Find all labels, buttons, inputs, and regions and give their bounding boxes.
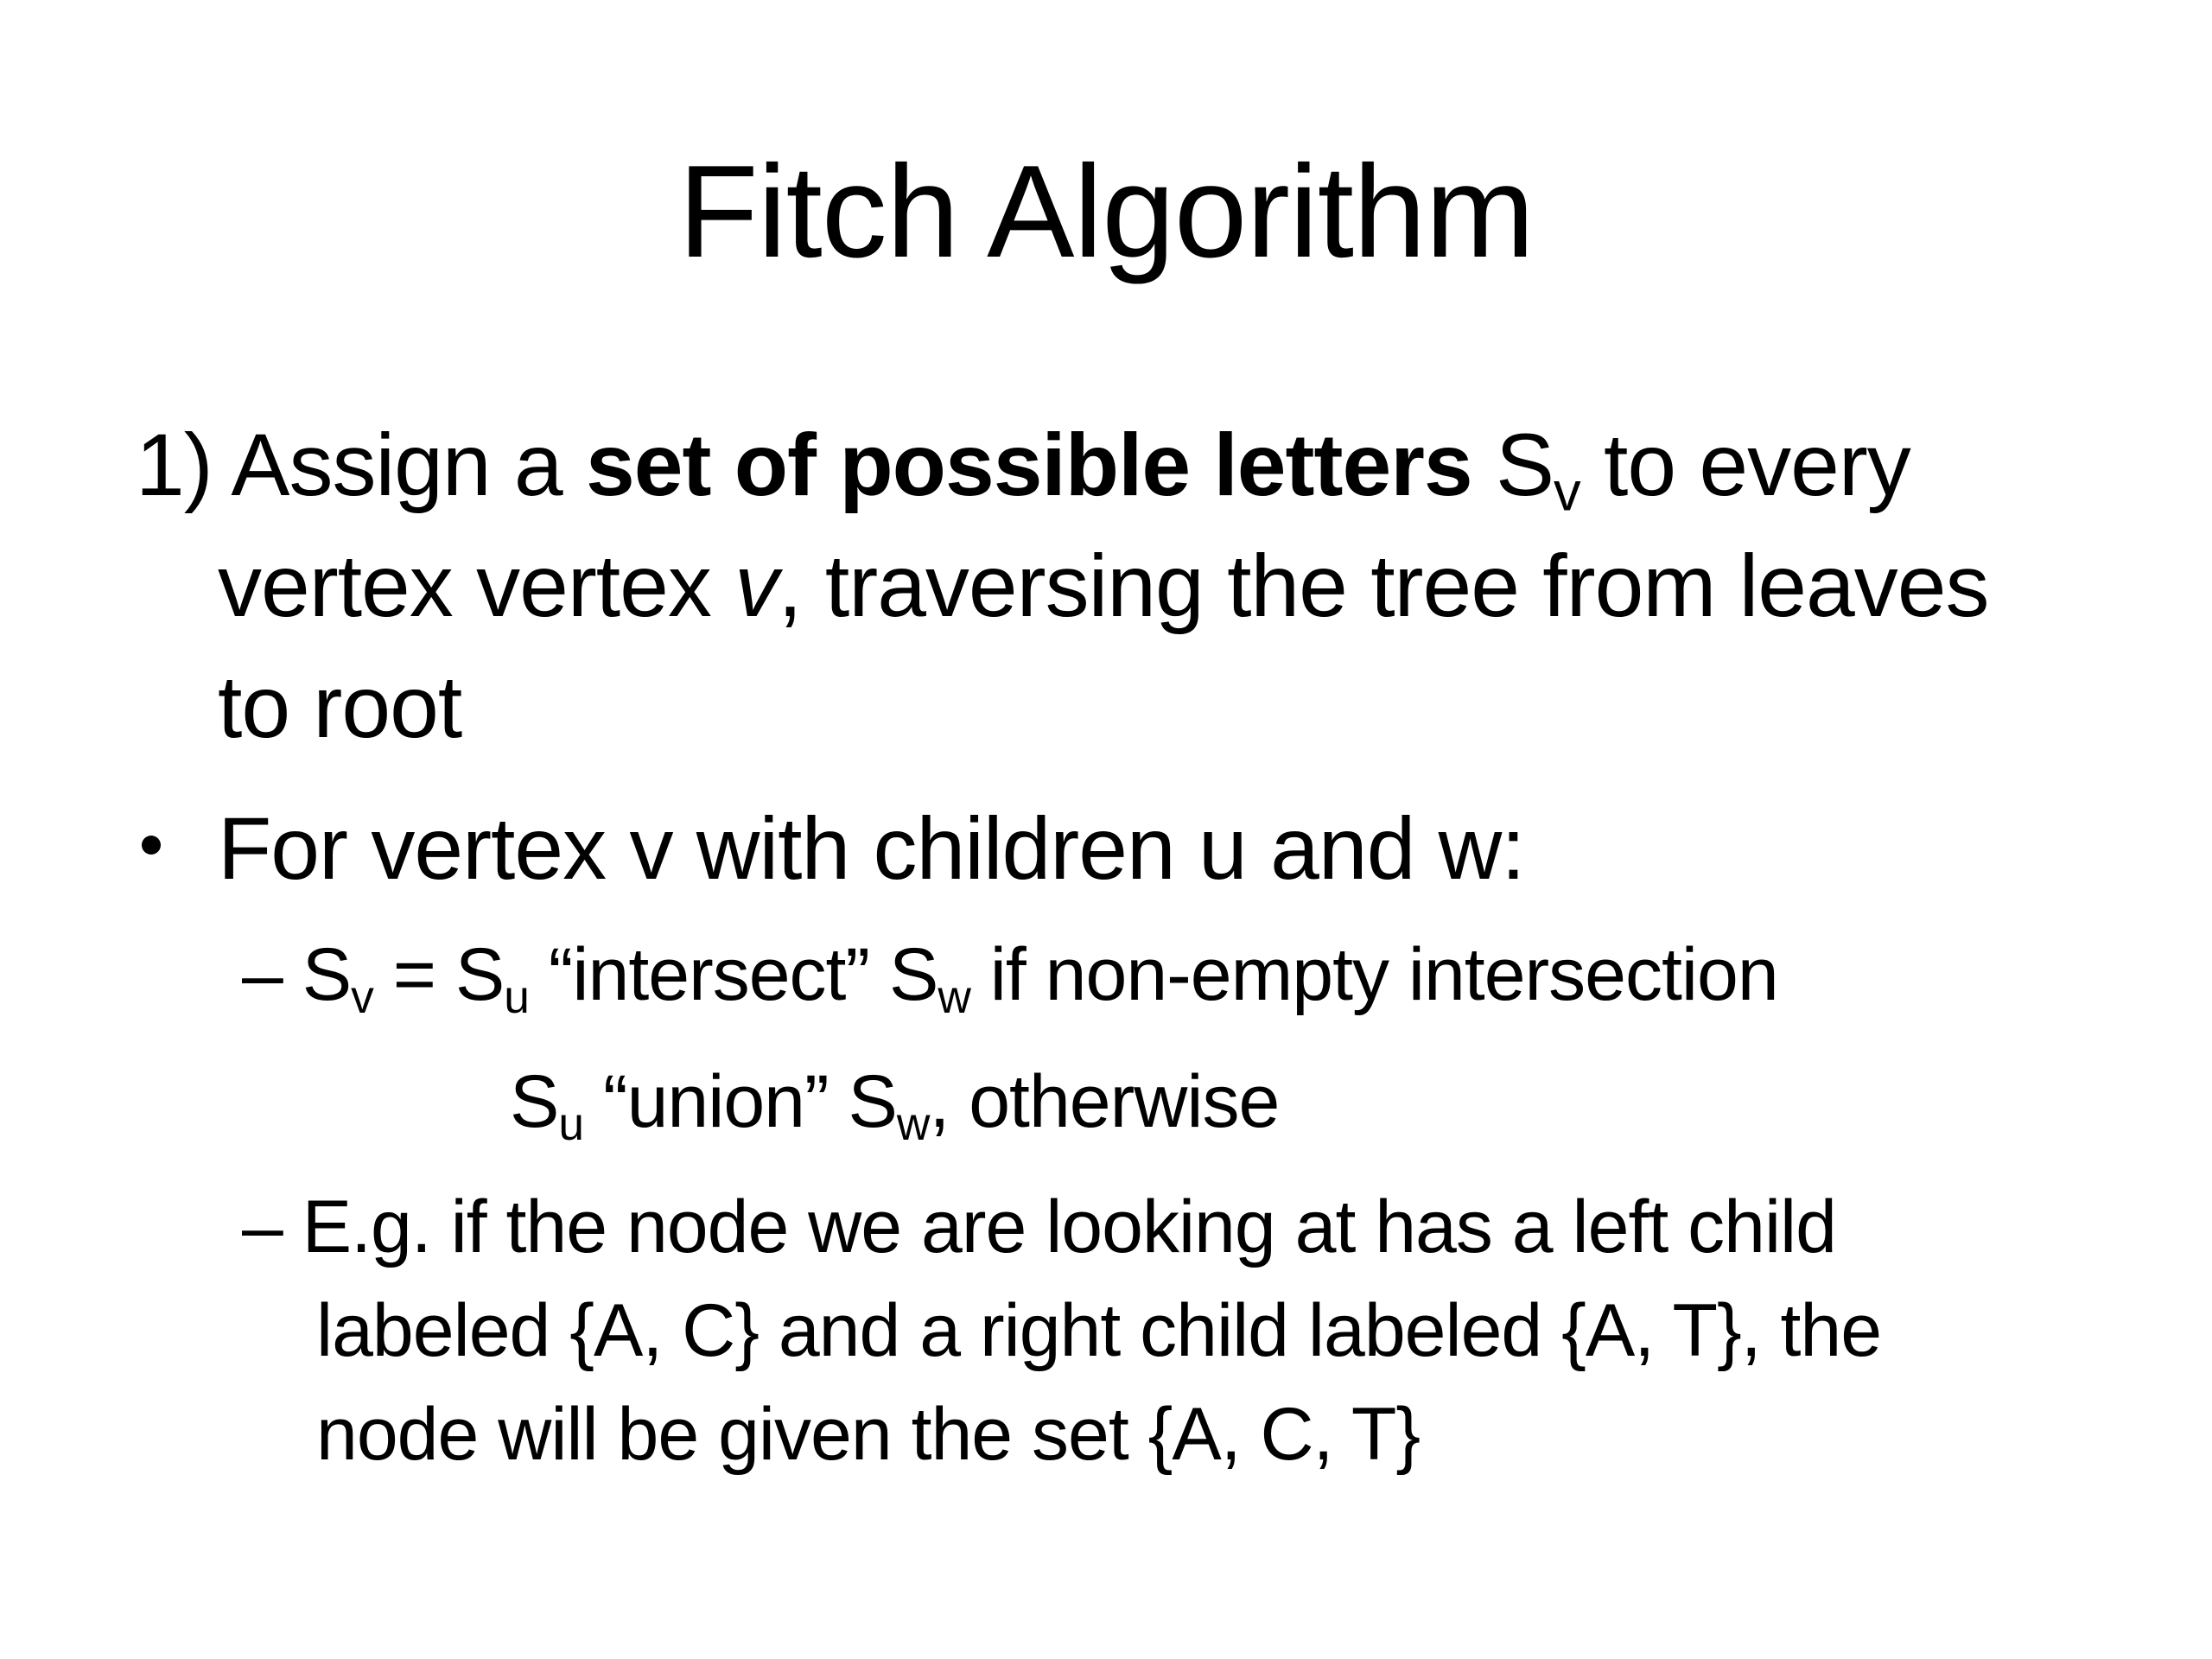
step-text-after: to every [1603, 416, 1910, 514]
step-line-2 [218, 534, 1989, 638]
step-text-before: Assign a [231, 416, 563, 514]
step-number: 1) [136, 416, 213, 514]
rule-dash: – [242, 933, 283, 1016]
rule-sw-2: $S_w$ [848, 1060, 930, 1150]
rule-sw: $S_w$ [888, 933, 970, 1023]
rule-su-2: $S_u$ [510, 1060, 584, 1150]
bullet-marker [142, 836, 161, 855]
rule-line-1 [242, 923, 1778, 1027]
slide-title: Fitch Algorithm [677, 138, 1535, 285]
example-line-2: labeled {A, C} and a right child labeled {A, T}, the [316, 1289, 1882, 1372]
rule-line-2 [510, 1050, 1279, 1154]
step-line2-b: , traversing the tree from leaves [778, 537, 1989, 635]
example-dash: – [242, 1185, 283, 1268]
example-text-1: E.g. if the node we are looking at has a left child [302, 1185, 1836, 1268]
step-set-symbol: $S_v$ [1495, 416, 1580, 523]
rule-if-text: if non-empty intersection [989, 933, 1778, 1016]
example-line-3: node will be given the set {A, C, T} [316, 1393, 1421, 1476]
step-line-3: to root [218, 658, 462, 756]
rule-su: $S_u$ [454, 933, 529, 1023]
step-line2-var: v [734, 537, 779, 635]
rule-sv: $S_v$ [302, 933, 373, 1023]
step-line2-a: vertex vertex [218, 537, 711, 635]
rule-union: “union” [602, 1060, 829, 1143]
step-bold-text: set of possible letters [585, 416, 1472, 514]
rule-intersect: “intersect” [548, 933, 870, 1016]
rule-eq: = [392, 933, 435, 1016]
rule-otherwise: , otherwise [929, 1060, 1280, 1143]
bullet-text: For vertex v with children u and w: [218, 799, 1525, 898]
example-line-1 [242, 1175, 1836, 1279]
step-line-1 [136, 413, 1910, 523]
